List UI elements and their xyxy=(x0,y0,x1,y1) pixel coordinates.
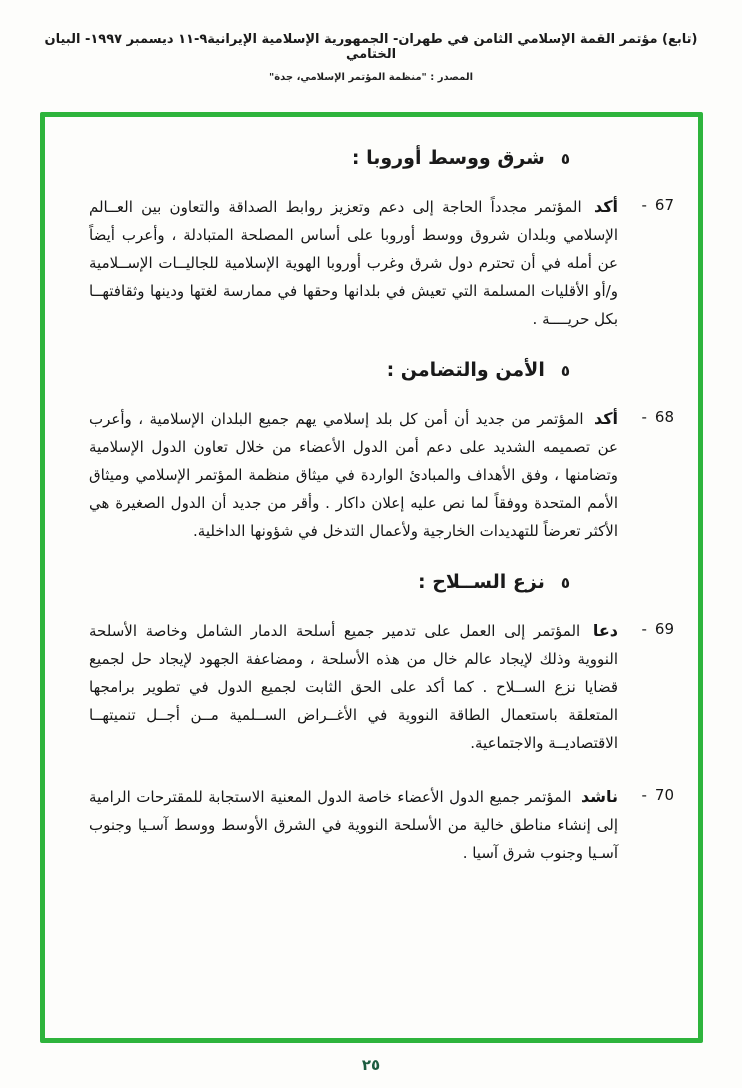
paragraph-68-marker xyxy=(618,405,674,545)
paragraph-69-marker xyxy=(618,617,674,757)
paragraph-body-text: المؤتمر جميع الدول الأعضاء خاصة الدول المعنية الاستجابة للمقترحات الرامية إلى إنشاء مناطق خالية من الأسلحة النووية في الشرق الأوسط ووسط آسـيا وجنوب آسـيا وجنوب شرق آسيا . xyxy=(89,788,618,862)
paragraph-lead-word: دعا xyxy=(592,621,618,640)
paragraph-lead-word: أكد xyxy=(593,409,618,428)
paragraph-number: 70 xyxy=(654,786,674,804)
section-bullet-icon: ٥ xyxy=(560,574,570,592)
section-bullet-icon: ٥ xyxy=(560,362,570,380)
paragraph-67 xyxy=(89,193,674,333)
paragraph-lead-word: أكد xyxy=(593,197,618,216)
paragraph-number-dash: - xyxy=(641,620,647,638)
paragraph-67-marker xyxy=(618,193,674,333)
section-title: شرق ووسط أوروبا : xyxy=(351,147,545,169)
paragraph-70-marker xyxy=(618,783,674,867)
paragraph-body-text: المؤتمر مجدداً الحاجة إلى دعم وتعزيز روابط الصداقة والتعاون بين العــالم الإسلامي وبلدان شروق ووسط أوروبا على أساس المصلحة المتبادلة ، وأعرب أيضاً عن أمله في أن تحترم دول شرق وغرب أوروبا الهوية الإسلامية للجاليــات الإســلامية و/أو الأقليات المسلمة التي تعيش في بلدانها وحقها في ممارسة لغتها ودينها وثقافتهــا بكل حريــــة . xyxy=(89,198,618,328)
paragraph-number-dash: - xyxy=(641,196,647,214)
section-heading-disarmament xyxy=(89,571,674,593)
section-title: الأمن والتضامن : xyxy=(386,359,545,381)
section-heading-east-central-europe xyxy=(89,147,674,169)
paragraph-70-text xyxy=(89,783,618,867)
paragraph-number: 67 xyxy=(654,196,674,214)
paragraph-lead-word: ناشد xyxy=(580,787,618,806)
paragraph-number: 69 xyxy=(654,620,674,638)
paragraph-body-text: المؤتمر إلى العمل على تدمير جميع أسلحة الدمار الشامل وخاصة الأسلحة النووية وذلك لإيجاد عالم خال من هذه الأسلحة ، ومضاعفة الجهود لإيجاد حل لجميع قضايا نزع الســلاح . كما أكد على الحق الثابت لجميع الدول في تطوير برامجها المتعلقة باستعمال الطاقة النووية في الأغــراض الســلمية مــن أجــل تنميتهــا الاقتصاديــة والاجتماعية. xyxy=(89,622,618,752)
content-highlight-frame xyxy=(40,112,703,1043)
paragraph-number-dash: - xyxy=(641,408,647,426)
paragraph-number-dash: - xyxy=(641,786,647,804)
paragraph-69-text xyxy=(89,617,618,757)
section-heading-security-solidarity xyxy=(89,359,674,381)
paragraph-70 xyxy=(89,783,674,867)
paragraph-67-text xyxy=(89,193,618,333)
section-title: نزع الســلاح : xyxy=(417,571,545,593)
paragraph-number: 68 xyxy=(654,408,674,426)
section-bullet-icon: ٥ xyxy=(560,150,570,168)
header-title: (تابع) مؤتمر القمة الإسلامي الثامن في طهران- الجمهورية الإسلامية الإيرانية٩-١١ ديسمبر ١٩٩٧- البيان الختامي xyxy=(44,32,698,62)
paragraph-68 xyxy=(89,405,674,545)
paragraph-68-text xyxy=(89,405,618,545)
content-area xyxy=(45,117,698,1038)
page-number: ٢٥ xyxy=(361,1056,381,1074)
paragraph-69 xyxy=(89,617,674,757)
paragraph-body-text: المؤتمر من جديد أن أمن كل بلد إسلامي يهم جميع البلدان الإسلامية ، وأعرب عن تصميمه الشديد على دعم أمن الدول الأعضاء من خلال تعاون الدول الإسلامية وتضامنها ، وفق الأهداف والمبادئ الواردة في ميثاق منظمة المؤتمر الإسلامي وميثاق الأمم المتحدة ووفقاً لما نص عليه إعلان داكار . وأقر من جديد أن الدول الصغيرة هي الأكثر تعرضاً للتهديدات الخارجية ولأعمال التدخل في شؤونها الداخلية. xyxy=(89,410,618,540)
header-source-line: المصدر : "منظمة المؤتمر الإسلامي، جدة" xyxy=(268,72,473,83)
document-header xyxy=(20,32,722,83)
